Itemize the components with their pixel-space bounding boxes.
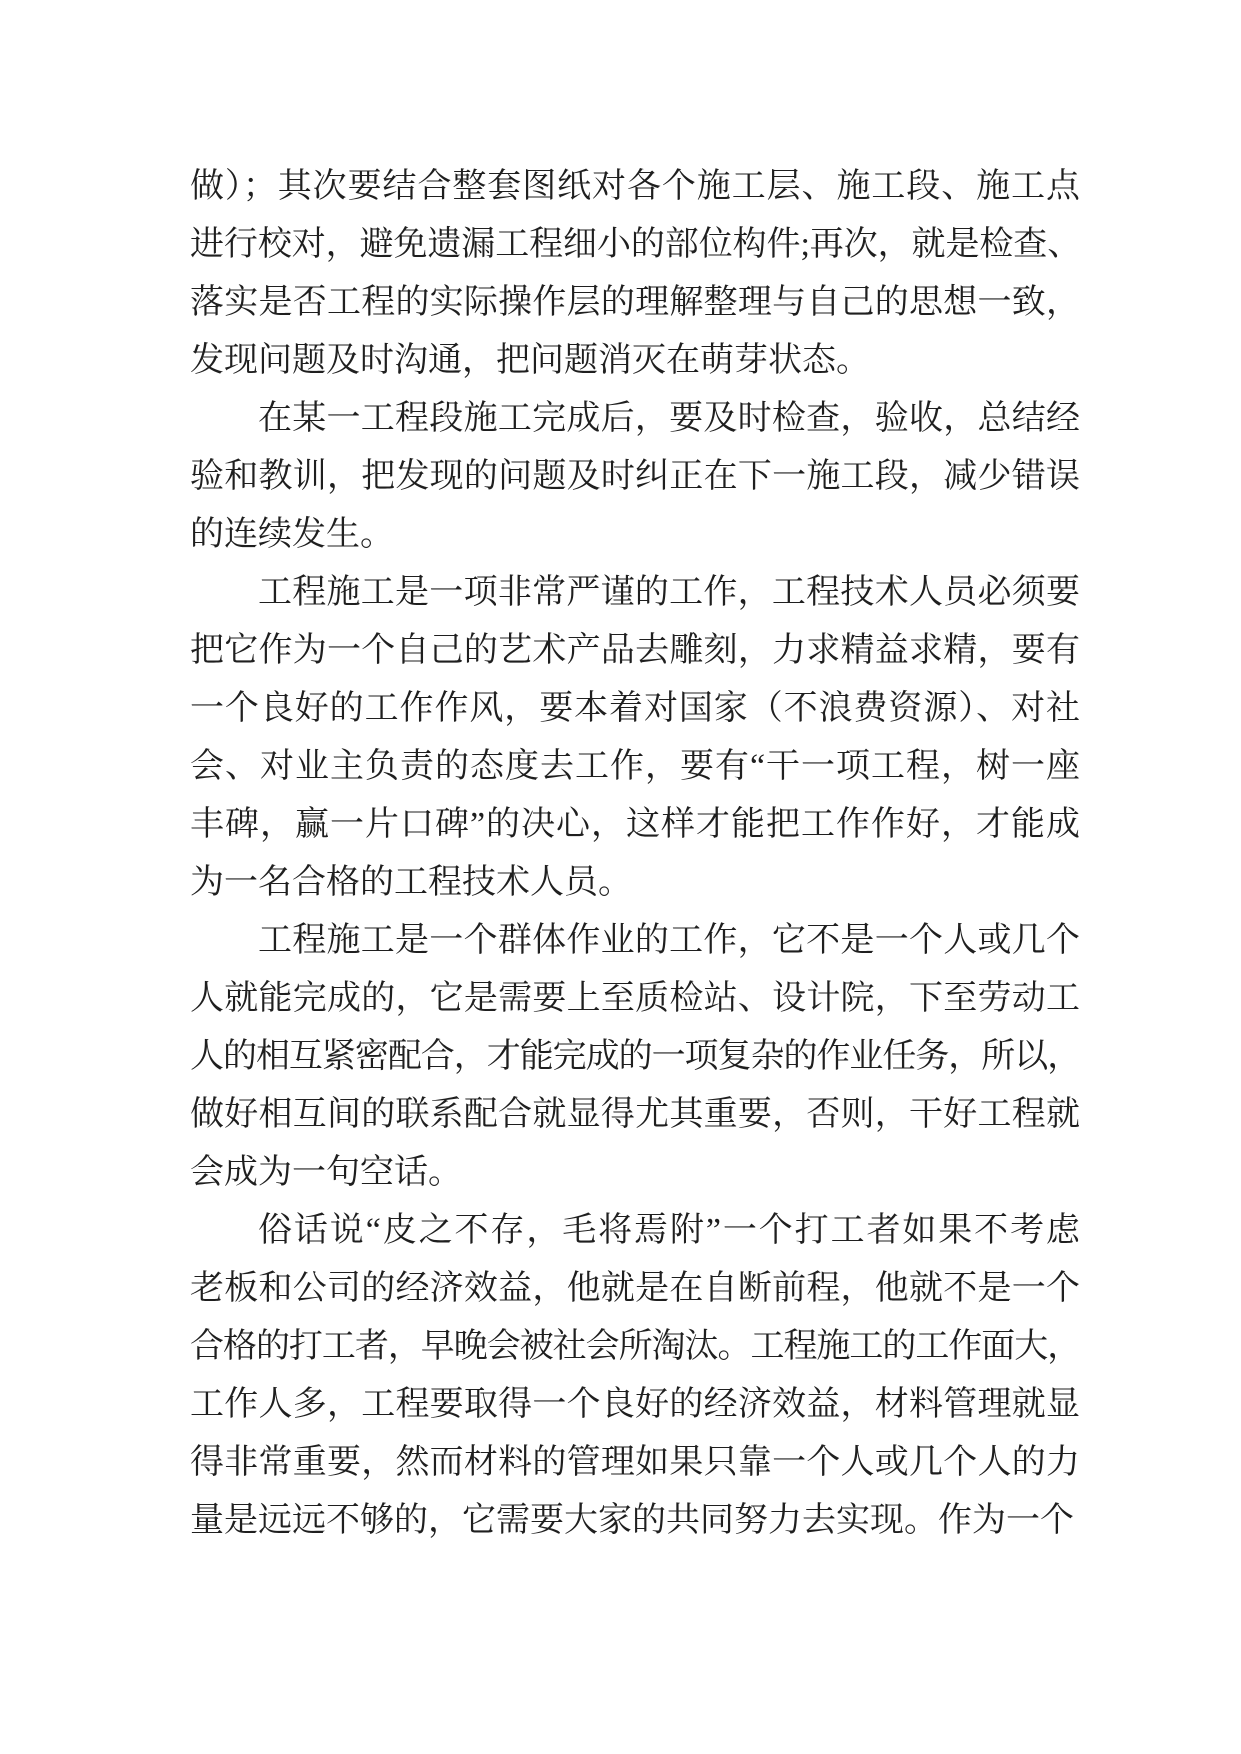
text-line: 工作人多，工程要取得一个良好的经济效益，材料管理就显 <box>190 1386 1080 1423</box>
text-line: 在某一工程段施工完成后，要及时检查，验收，总结经 <box>258 400 1080 437</box>
text-line: 会、对业主负责的态度去工作，要有“干一项工程，树一座 <box>190 748 1080 785</box>
paragraph <box>190 564 1080 912</box>
text-line: 的连续发生。 <box>190 516 394 553</box>
text-line: 人的相互紧密配合，才能完成的一项复杂的作业任务，所以， <box>190 1038 1080 1075</box>
text-line: 老板和公司的经济效益，他就是在自断前程，他就不是一个 <box>190 1270 1080 1307</box>
text-line: 工程施工是一个群体作业的工作，它不是一个人或几个 <box>258 922 1080 959</box>
text-line: 一个良好的工作作风，要本着对国家（不浪费资源）、对社 <box>190 690 1080 727</box>
paragraph <box>190 1202 1080 1550</box>
paragraph <box>190 912 1080 1202</box>
text-line: 为一名合格的工程技术人员。 <box>190 864 632 901</box>
text-line: 验和教训，把发现的问题及时纠正在下一施工段，减少错误 <box>190 458 1080 495</box>
paragraph <box>190 158 1080 390</box>
text-line: 会成为一句空话。 <box>190 1154 462 1191</box>
text-line: 俗话说“皮之不存，毛将焉附”一个打工者如果不考虑 <box>258 1212 1080 1249</box>
text-line: 丰碑，赢一片口碑”的决心，这样才能把工作作好，才能成 <box>190 806 1080 843</box>
text-line: 做）；其次要结合整套图纸对各个施工层、施工段、施工点 <box>190 168 1080 205</box>
text-line: 把它作为一个自己的艺术产品去雕刻，力求精益求精，要有 <box>190 632 1080 669</box>
text-line: 得非常重要，然而材料的管理如果只靠一个人或几个人的力 <box>190 1444 1080 1481</box>
text-line: 工程施工是一项非常严谨的工作，工程技术人员必须要 <box>258 574 1080 611</box>
text-line: 人就能完成的，它是需要上至质检站、设计院，下至劳动工 <box>190 980 1080 1017</box>
paragraph <box>190 390 1080 564</box>
text-line: 量是远远不够的，它需要大家的共同努力去实现。作为一个 <box>190 1502 1074 1539</box>
document-text <box>190 158 1080 1550</box>
text-line: 合格的打工者，早晚会被社会所淘汰。工程施工的工作面大， <box>190 1328 1080 1365</box>
text-line: 发现问题及时沟通，把问题消灭在萌芽状态。 <box>190 342 870 379</box>
text-line: 落实是否工程的实际操作层的理解整理与自己的思想一致， <box>190 284 1080 321</box>
text-line: 进行校对，避免遗漏工程细小的部位构件;再次，就是检查、 <box>190 226 1080 263</box>
text-line: 做好相互间的联系配合就显得尤其重要，否则，干好工程就 <box>190 1096 1080 1133</box>
